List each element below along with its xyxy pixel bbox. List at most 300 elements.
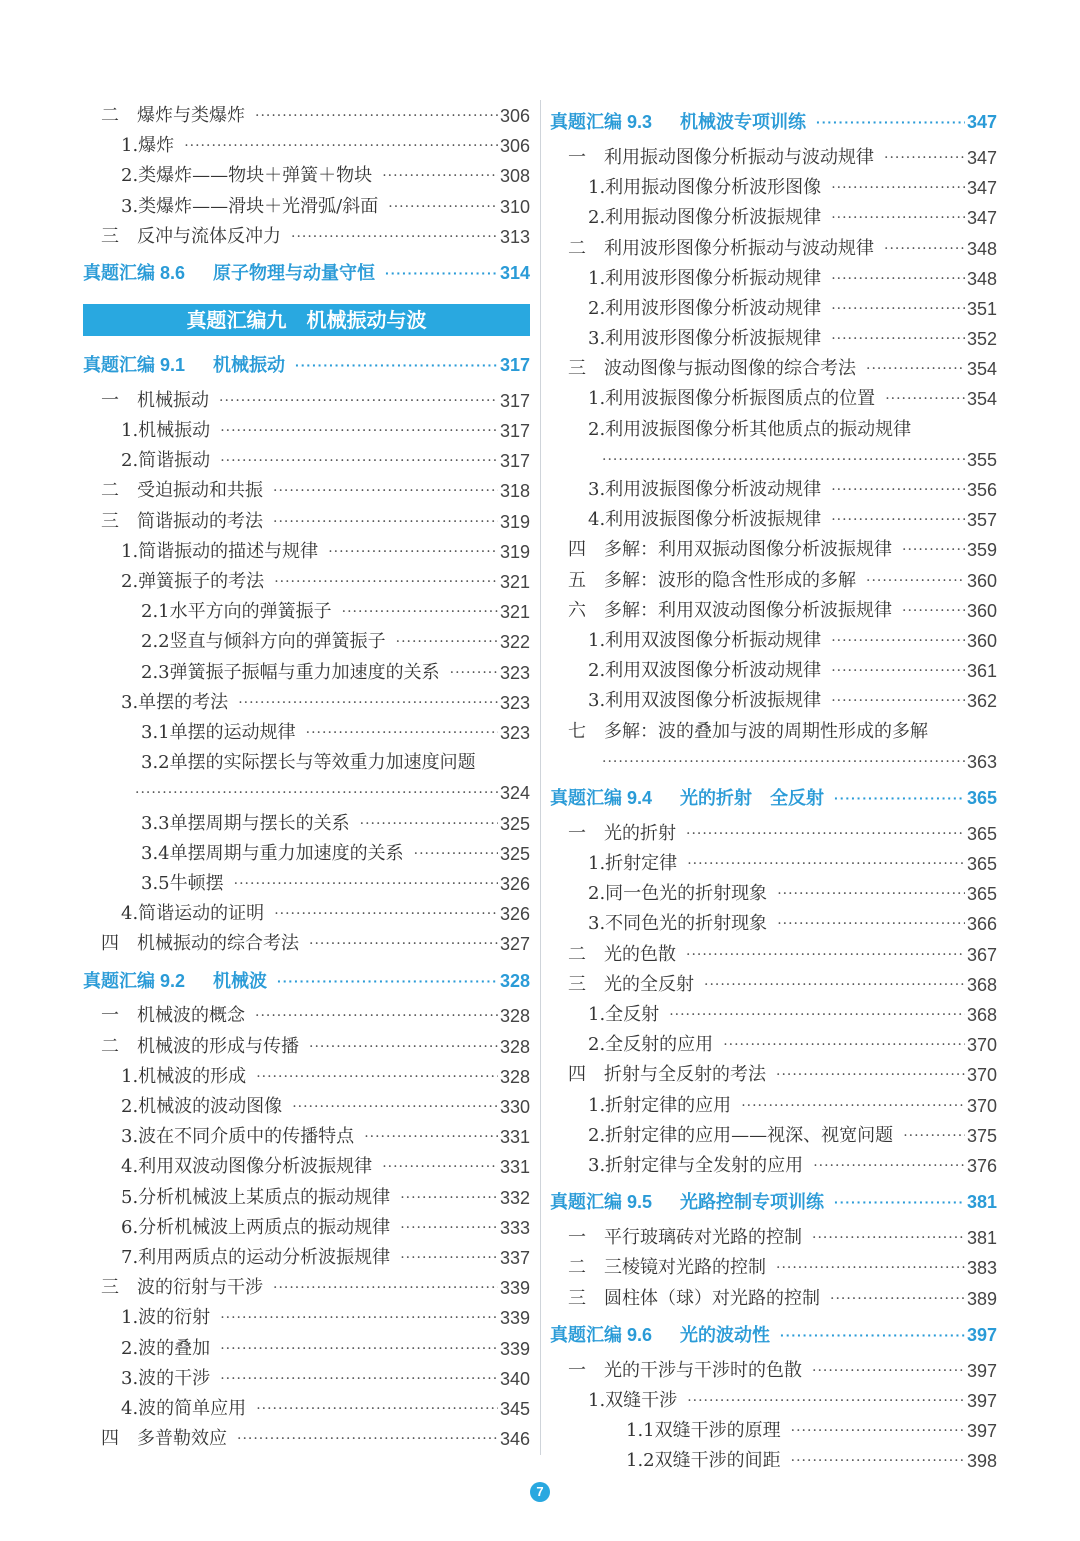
dot-leader [831,173,965,203]
page-ref: 376 [966,1155,997,1176]
dot-leader [234,869,498,899]
dot-leader [831,505,965,535]
page-number-badge: 7 [530,1482,550,1502]
dot-leader [306,718,498,748]
toc-entry[interactable] [83,1243,530,1273]
dot-leader [400,1213,498,1243]
entry-title: 1.利用波振图像分析振图质点的位置 [588,388,876,410]
toc-entry[interactable] [550,415,997,445]
toc-entry[interactable] [83,446,530,476]
entry-numeral: 二 [568,1257,586,1279]
dot-leader [342,597,498,627]
toc-entry[interactable] [83,161,530,191]
entry-numeral: 三 [101,225,119,247]
toc-section-heading[interactable] [550,101,997,143]
page-ref: 317 [499,390,530,411]
toc-entry[interactable] [550,354,997,384]
entry-title: 机械振动的综合考法 [137,933,299,955]
page-ref: 317 [499,421,530,442]
dot-leader [388,192,498,222]
toc-right-column [550,101,997,1477]
section-title: 光路控制专项训练 [680,1192,825,1213]
dot-leader [450,658,498,688]
toc-entry[interactable] [550,385,997,415]
entry-title: 1.全反射 [588,1004,660,1026]
page-ref: 357 [966,510,997,531]
toc-entry[interactable] [550,535,997,565]
page-ref: 365 [966,823,997,844]
page-ref: 319 [499,511,530,532]
entry-title: 4.简谐运动的证明 [121,903,265,925]
entry-title: 2.波的叠加 [121,1337,211,1359]
entry-title: 2.2竖直与倾斜方向的弹簧振子 [141,631,386,653]
dot-leader [295,344,498,386]
toc-entry[interactable] [550,940,997,970]
dot-leader [831,656,965,686]
entry-title: 2.弹簧振子的考法 [121,571,265,593]
dot-leader [602,445,965,475]
section-code: 真题汇编 8.6 [83,262,186,283]
dot-leader [669,1000,965,1030]
dot-leader [884,234,965,264]
entry-title: 3.单摆的考法 [121,691,229,713]
dot-leader [902,535,965,565]
dot-leader [184,131,498,161]
page-ref: 325 [499,813,530,834]
section-title: 机械波 [213,970,268,991]
entry-title: 2.利用波振图像分析其他质点的振动规律 [588,418,912,440]
toc-entry[interactable] [550,143,997,173]
toc-entry[interactable] [550,626,997,656]
page-ref: 347 [966,112,997,132]
toc-entry[interactable] [550,1386,997,1416]
dot-leader [866,566,965,596]
dot-leader [776,1253,965,1283]
toc-entry[interactable] [83,416,530,446]
dot-leader [831,686,965,716]
toc-entry[interactable] [83,567,530,597]
entry-title: 光的折射 [604,822,676,844]
page-ref: 346 [499,1429,530,1450]
page-ref: 370 [966,1035,997,1056]
dot-leader [309,929,498,959]
toc-entry[interactable] [83,192,530,222]
dot-leader [834,1181,965,1223]
section-code: 真题汇编 9.6 [550,1324,653,1345]
toc-entry[interactable] [550,1091,997,1121]
page-ref: 345 [499,1398,530,1419]
page-ref: 397 [966,1360,997,1381]
entry-title: 1.简谐振动的描述与规律 [121,540,319,562]
dot-leader [220,416,498,446]
page-ref: 328 [499,970,530,991]
dot-leader [382,161,498,191]
entry-title: 3.1单摆的运动规律 [141,721,296,743]
dot-leader [400,1183,498,1213]
page-ref: 354 [966,389,997,410]
toc-entry[interactable] [83,748,530,778]
chapter-banner: 真题汇编九 机械振动与波 [83,304,530,336]
entry-numeral: 四 [568,1064,586,1086]
dot-leader [273,477,498,507]
section-code: 真题汇编 9.1 [83,354,186,375]
toc-entry[interactable] [83,1424,530,1454]
dot-leader [884,143,965,173]
toc-entry[interactable] [550,910,997,940]
toc-entry[interactable] [83,386,530,416]
dot-leader [277,960,498,1002]
toc-entry[interactable] [83,1032,530,1062]
toc-entry[interactable] [550,970,997,1000]
dot-leader [831,475,965,505]
page-ref: 323 [499,662,530,683]
dot-leader [791,1416,965,1446]
toc-entry[interactable] [83,537,530,567]
entry-title: 1.利用双波图像分析振动规律 [588,629,822,651]
toc-entry[interactable] [83,929,530,959]
toc-entry[interactable] [83,1273,530,1303]
toc-entry[interactable] [83,1183,530,1213]
toc-entry[interactable] [550,173,997,203]
page-ref: 339 [499,1338,530,1359]
entry-numeral: 一 [568,1359,586,1381]
toc-entry[interactable] [83,131,530,161]
entry-title: 机械振动 [137,389,209,411]
dot-leader [602,747,965,777]
dot-leader [903,1121,965,1151]
dot-leader [364,1122,498,1152]
page-ref: 327 [499,934,530,955]
dot-leader [255,1002,498,1032]
dot-leader [687,1386,965,1416]
dot-leader [220,1303,498,1333]
toc-entry[interactable] [83,597,530,627]
page-ref: 319 [499,541,530,562]
toc-entry[interactable] [83,1122,530,1152]
entry-title: 3.3单摆周期与摆长的关系 [141,812,350,834]
toc-entry[interactable] [83,688,530,718]
entry-title: 波动图像与振动图像的综合考法 [604,358,856,380]
page-ref: 370 [966,1095,997,1116]
entry-title: 1.机械振动 [121,420,211,442]
toc-entry[interactable] [550,1151,997,1181]
toc-entry-continuation [83,778,530,808]
entry-title: 2.机械波的波动图像 [121,1096,283,1118]
page-ref: 363 [966,751,997,772]
page-ref: 397 [966,1324,997,1345]
page-ref: 332 [499,1187,530,1208]
toc-section-heading[interactable] [550,777,997,819]
entry-title: 三棱镜对光路的控制 [604,1257,766,1279]
toc-entry[interactable] [550,475,997,505]
page-ref: 308 [499,166,530,187]
toc-entry[interactable] [550,717,997,747]
section-code: 真题汇编 9.2 [83,970,186,991]
dot-leader [256,1062,498,1092]
page-ref: 348 [966,268,997,289]
toc-entry[interactable] [83,1394,530,1424]
page-ref: 354 [966,359,997,380]
entry-numeral: 二 [101,480,119,502]
entry-title: 1.2双缝干涉的间距 [626,1450,781,1472]
toc-entry[interactable] [83,1002,530,1032]
entry-numeral: 五 [568,569,586,591]
entry-title: 机械波的概念 [137,1005,245,1027]
page-ref: 347 [966,208,997,229]
page-ref: 368 [966,974,997,995]
section-title: 机械振动 [213,354,286,375]
page-ref: 381 [966,1192,997,1213]
toc-entry[interactable] [550,1446,997,1476]
toc-entry[interactable] [83,1213,530,1243]
toc-entry[interactable] [83,222,530,252]
dot-leader [273,1273,498,1303]
toc-section-heading[interactable] [83,252,530,294]
toc-entry[interactable] [550,1284,997,1314]
page-ref: 314 [499,262,530,283]
page-ref: 355 [966,449,997,470]
dot-leader [780,1314,965,1356]
page-ref: 326 [499,873,530,894]
entry-numeral: 三 [101,1277,119,1299]
toc-entry[interactable] [83,1062,530,1092]
dot-leader [885,385,965,415]
dot-leader [831,324,965,354]
entry-title: 3.波的干涉 [121,1367,211,1389]
toc-entry[interactable] [550,819,997,849]
page-ref: 366 [966,914,997,935]
entry-title: 圆柱体（球）对光路的控制 [604,1287,820,1309]
dot-leader [866,354,965,384]
dot-leader [776,1060,965,1090]
toc-entry[interactable] [83,101,530,131]
toc-entry[interactable] [550,656,997,686]
entry-title: 爆炸与类爆炸 [137,104,245,126]
toc-entry-continuation [550,445,997,475]
entry-title: 1.双缝干涉 [588,1389,678,1411]
dot-leader [291,222,498,252]
page-ref: 362 [966,691,997,712]
entry-numeral: 三 [568,973,586,995]
dot-leader [328,537,498,567]
dot-leader [256,1394,498,1424]
entry-title: 3.利用波形图像分析波振规律 [588,328,822,350]
entry-numeral: 一 [568,1227,586,1249]
toc-entry[interactable] [550,1030,997,1060]
entry-title: 4.利用双波动图像分析波振规律 [121,1156,373,1178]
toc-entry[interactable] [550,324,997,354]
entry-numeral: 三 [568,358,586,380]
toc-entry[interactable] [550,294,997,324]
toc-entry[interactable] [550,1223,997,1253]
entry-numeral: 一 [101,389,119,411]
entry-title: 2.利用双波图像分析波动规律 [588,660,822,682]
page-ref: 306 [499,105,530,126]
page-ref: 328 [499,1066,530,1087]
entry-title: 3.5牛顿摆 [141,872,224,894]
toc-entry[interactable] [550,686,997,716]
entry-numeral: 一 [568,822,586,844]
toc-entry[interactable] [83,869,530,899]
dot-leader [813,1151,965,1181]
toc-entry[interactable] [550,849,997,879]
entry-numeral: 三 [101,510,119,532]
section-title: 光的波动性 [680,1324,771,1345]
page-ref: 328 [499,1036,530,1057]
page-ref: 375 [966,1125,997,1146]
entry-title: 6.分析机械波上两质点的振动规律 [121,1216,391,1238]
toc-entry[interactable] [550,1121,997,1151]
entry-numeral: 二 [101,104,119,126]
entry-numeral: 七 [568,720,586,742]
section-code: 真题汇编 9.5 [550,1192,653,1213]
toc-entry[interactable] [83,718,530,748]
dot-leader [238,688,498,718]
page-ref: 321 [499,572,530,593]
entry-title: 4.利用波振图像分析波振规律 [588,509,822,531]
entry-title: 3.利用双波图像分析波振规律 [588,690,822,712]
page-ref: 352 [966,329,997,350]
page-ref: 365 [966,787,997,808]
entry-title: 2.3弹簧振子振幅与重力加速度的关系 [141,661,440,683]
toc-entry[interactable] [550,1000,997,1030]
entry-title: 多解：波的叠加与波的周期性形成的多解 [604,720,928,742]
dot-leader [396,627,498,657]
toc-entry[interactable] [83,1152,530,1182]
entry-numeral: 二 [568,943,586,965]
entry-title: 2.同一色光的折射现象 [588,883,768,905]
toc-entry[interactable] [550,879,997,909]
dot-leader [219,386,498,416]
toc-entry-continuation [550,747,997,777]
entry-title: 1.机械波的形成 [121,1065,247,1087]
entry-numeral: 二 [101,1035,119,1057]
toc-entry[interactable] [550,264,997,294]
dot-leader [831,626,965,656]
entry-title: 受迫振动和共振 [137,480,263,502]
page-ref: 313 [499,226,530,247]
entry-title: 1.利用波形图像分析振动规律 [588,267,822,289]
toc-entry[interactable] [550,203,997,233]
entry-title: 利用波形图像分析振动与波动规律 [604,237,874,259]
dot-leader [274,899,498,929]
page-ref: 360 [966,600,997,621]
dot-leader [741,1091,965,1121]
toc-section-heading[interactable] [83,344,530,386]
dot-leader [274,567,498,597]
page-ref: 351 [966,298,997,319]
entry-title: 3.类爆炸——滑块＋光滑弧/斜面 [121,195,379,217]
toc-entry[interactable] [550,1060,997,1090]
page-ref: 310 [499,196,530,217]
page-ref: 361 [966,661,997,682]
page-ref: 323 [499,692,530,713]
entry-title: 反冲与流体反冲力 [137,225,281,247]
section-code: 真题汇编 9.4 [550,787,653,808]
toc-entry[interactable] [83,809,530,839]
page-ref: 348 [966,238,997,259]
page-ref: 398 [966,1451,997,1472]
page-ref: 359 [966,540,997,561]
page-ref: 318 [499,481,530,502]
page-ref: 322 [499,632,530,653]
toc-entry[interactable] [83,839,530,869]
page-ref: 317 [499,354,530,375]
toc-entry[interactable] [83,477,530,507]
toc-entry[interactable] [83,658,530,688]
section-title: 原子物理与动量守恒 [213,262,376,283]
entry-title: 多解：波形的隐含性形成的多解 [604,569,856,591]
entry-numeral: 三 [568,1287,586,1309]
entry-title: 平行玻璃砖对光路的控制 [604,1227,802,1249]
column-divider [540,100,541,1455]
toc-section-heading[interactable] [83,960,530,1002]
dot-leader [220,1334,498,1364]
entry-title: 3.2单摆的实际摆长与等效重力加速度问题 [141,752,476,774]
page-ref: 331 [499,1157,530,1178]
entry-title: 1.波的衍射 [121,1307,211,1329]
toc-entry[interactable] [83,1334,530,1364]
toc-section-heading[interactable] [550,1181,997,1223]
toc-entry[interactable] [83,1364,530,1394]
dot-leader [830,1284,965,1314]
dot-leader [686,940,965,970]
page-ref: 333 [499,1217,530,1238]
toc-entry[interactable] [550,234,997,264]
page-ref: 397 [966,1390,997,1411]
dot-leader [135,778,498,808]
toc-entry[interactable] [83,1303,530,1333]
toc-entry[interactable] [550,596,997,626]
toc-entry[interactable] [550,1253,997,1283]
dot-leader [777,879,965,909]
entry-title: 7.利用两质点的运动分析波振规律 [121,1246,391,1268]
dot-leader [400,1243,498,1273]
toc-entry[interactable] [83,507,530,537]
toc-entry[interactable] [83,899,530,929]
entry-numeral: 四 [568,539,586,561]
dot-leader [816,101,965,143]
page-ref: 340 [499,1368,530,1389]
page-ref: 326 [499,904,530,925]
toc-entry[interactable] [83,1092,530,1122]
dot-leader [812,1223,965,1253]
entry-title: 多解：利用双振动图像分析波振规律 [604,539,892,561]
page-ref: 365 [966,884,997,905]
toc-entry[interactable] [83,627,530,657]
toc-entry[interactable] [550,1416,997,1446]
page-ref: 389 [966,1288,997,1309]
page-ref: 397 [966,1421,997,1442]
entry-title: 2.全反射的应用 [588,1034,714,1056]
page-ref: 381 [966,1228,997,1249]
entry-title: 机械波的形成与传播 [137,1035,299,1057]
toc-entry[interactable] [550,1356,997,1386]
toc-section-heading[interactable] [550,1314,997,1356]
toc-entry[interactable] [550,566,997,596]
dot-leader [834,777,965,819]
entry-numeral: 二 [568,237,586,259]
page-ref: 323 [499,722,530,743]
entry-title: 4.波的简单应用 [121,1397,247,1419]
dot-leader [687,849,965,879]
page-ref: 347 [966,178,997,199]
page-ref: 347 [966,147,997,168]
page-ref: 331 [499,1127,530,1148]
page-ref: 368 [966,1005,997,1026]
toc-entry[interactable] [550,505,997,535]
page-ref: 360 [966,630,997,651]
